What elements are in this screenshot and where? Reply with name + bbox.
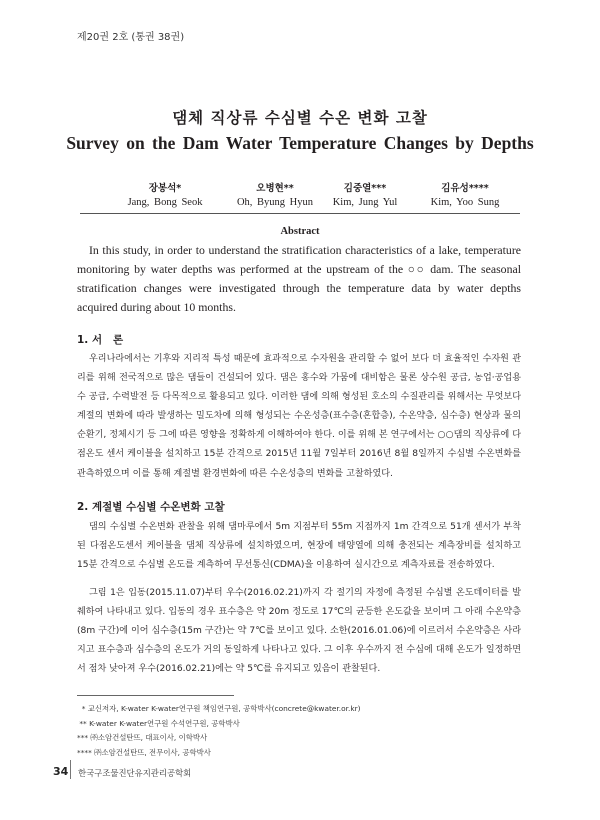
page-number: 34 bbox=[53, 765, 69, 778]
journal-issue-header: 제20권 2호 (통권 38권) bbox=[77, 32, 185, 43]
footnote-2: ** K-water K-water연구원 수석연구원, 공학박사 bbox=[77, 718, 240, 728]
author-1-english-name: Jang, Bong Seok bbox=[127, 197, 203, 208]
title-korean: 댐체 직상류 수심별 수온 변화 고찰 bbox=[172, 109, 428, 127]
author-4-korean-name: 김유성**** bbox=[441, 183, 489, 194]
section-2-paragraph-1: 댐의 수심별 수온변화 관찰을 위해 댐마루에서 5m 지점부터 55m 지점까지 1m 간격으로 51개 센서가 부착된 다점온도센서 케이블을 댐체 직상류에 설치하였으며, 현장에 태양열에 의해 충전되는 계측장비를 설치하고 15분 간격으로 수심별 온도를 계측하여 무선통신(CDMA)을 이용하여 실시간으로 계측자료를 전송하였다. bbox=[77, 522, 521, 571]
abstract-body bbox=[77, 241, 521, 317]
author-4-english-name: Kim, Yoo Sung bbox=[430, 197, 500, 208]
author-1-korean-name: 장봉석* bbox=[148, 183, 182, 194]
author-divider bbox=[80, 213, 520, 214]
section-1-paragraph: 우리나라에서는 기후와 지리적 특성 때문에 효과적으로 수자원을 관리할 수 없어 보다 더 효율적인 수자원 관리를 위해 전국적으로 많은 댐들이 건설되어 있다. 댐은 홍수와 가뭄에 대비함은 물론 상수원 공급, 농업·공업용수 공급, 수력발전 등 다목적으로 활용되고 있다. 이러한 댐에 의해 형성된 호소의 수질관리를 위해서는 무엇보다 계절의 변화에 따라 발생하는 밀도차에 의해 형성되는 수온성층(표수층(혼합층), 수온약층, 심수층) 현상과 물의 순환기, 정체시기 등 그에 따른 영향을 정확하게 이해하여야 한다. 이를 위해 본 연구에서는 ○○댐의 직상류에 다점온도 센서 케이블을 설치하고 15분 간격으로 2015년 11월 7일부터 2016년 8월 8일까지 수심별 수온변화를 관측하였으며 이를 통해 계절별 환경변화에 따른 수온성층의 변화를 고찰하였다. bbox=[77, 354, 521, 479]
footnote-4: **** ㈜소암건설탄뜨, 전무이사, 공학박사 bbox=[77, 747, 211, 757]
abstract-heading: Abstract bbox=[280, 226, 320, 237]
footnote-3: *** ㈜소암건설탄뜨, 대표이사, 이학박사 bbox=[77, 733, 208, 742]
abstract-text: In this study, in order to understand the stratification characteristics of a lake, temperature monitoring by water depths was performed at the upstream of the ○○ dam. The seasonal stratification changes were investigated through the temperature data by water depths acquired during about 10 months. bbox=[77, 243, 521, 314]
section-2-heading: 2. 계절별 수심별 수온변화 고찰 bbox=[77, 501, 225, 513]
section-1-heading: 1. 서 론 bbox=[77, 334, 124, 346]
section-2-body-1 bbox=[77, 518, 521, 575]
author-3-korean-name: 김중열*** bbox=[343, 183, 387, 194]
author-2-korean-name: 오병현** bbox=[256, 183, 294, 194]
author-1 bbox=[105, 180, 225, 208]
title-english: Survey on the Dam Water Temperature Changes by Depths bbox=[66, 133, 534, 153]
section-2-body-2 bbox=[77, 584, 521, 679]
author-3-english-name: Kim, Jung Yul bbox=[332, 197, 398, 208]
footer-separator bbox=[70, 760, 71, 779]
footnotes bbox=[77, 702, 361, 760]
author-2-english-name: Oh, Byung Hyun bbox=[236, 197, 314, 208]
footnote-1: * 교신저자, K-water K-water연구원 책임연구원, 공학박사(concrete@kwater.or.kr) bbox=[77, 704, 361, 713]
footnote-divider bbox=[77, 695, 234, 696]
author-4 bbox=[405, 180, 525, 208]
section-1-body bbox=[77, 350, 521, 484]
section-2-paragraph-2: 그림 1은 입동(2015.11.07)부터 우수(2016.02.21)까지 각 절기의 자정에 측정된 수심별 온도데이터를 발췌하여 나타내고 있다. 입동의 경우 표수층은 약 20m 정도로 17℃의 균등한 온도값을 보이며 그 아래 수온약층(8m 구간)에 이어 심수층(15m 구간)는 약 7℃를 보이고 있다. 소한(2016.01.06)에 이르러서 수온약층은 사라지고 표수층과 심수층의 온도가 거의 동일하게 나타나고 있다. 그 이후 우수까지 전 수심에 대해 온도가 일정하면서 점차 낮아져 우수(2016.02.21)에는 약 5℃를 유지되고 있음이 관찰된다. bbox=[77, 588, 521, 675]
footer-organization: 한국구조물진단유지관리공학회 bbox=[78, 768, 192, 778]
